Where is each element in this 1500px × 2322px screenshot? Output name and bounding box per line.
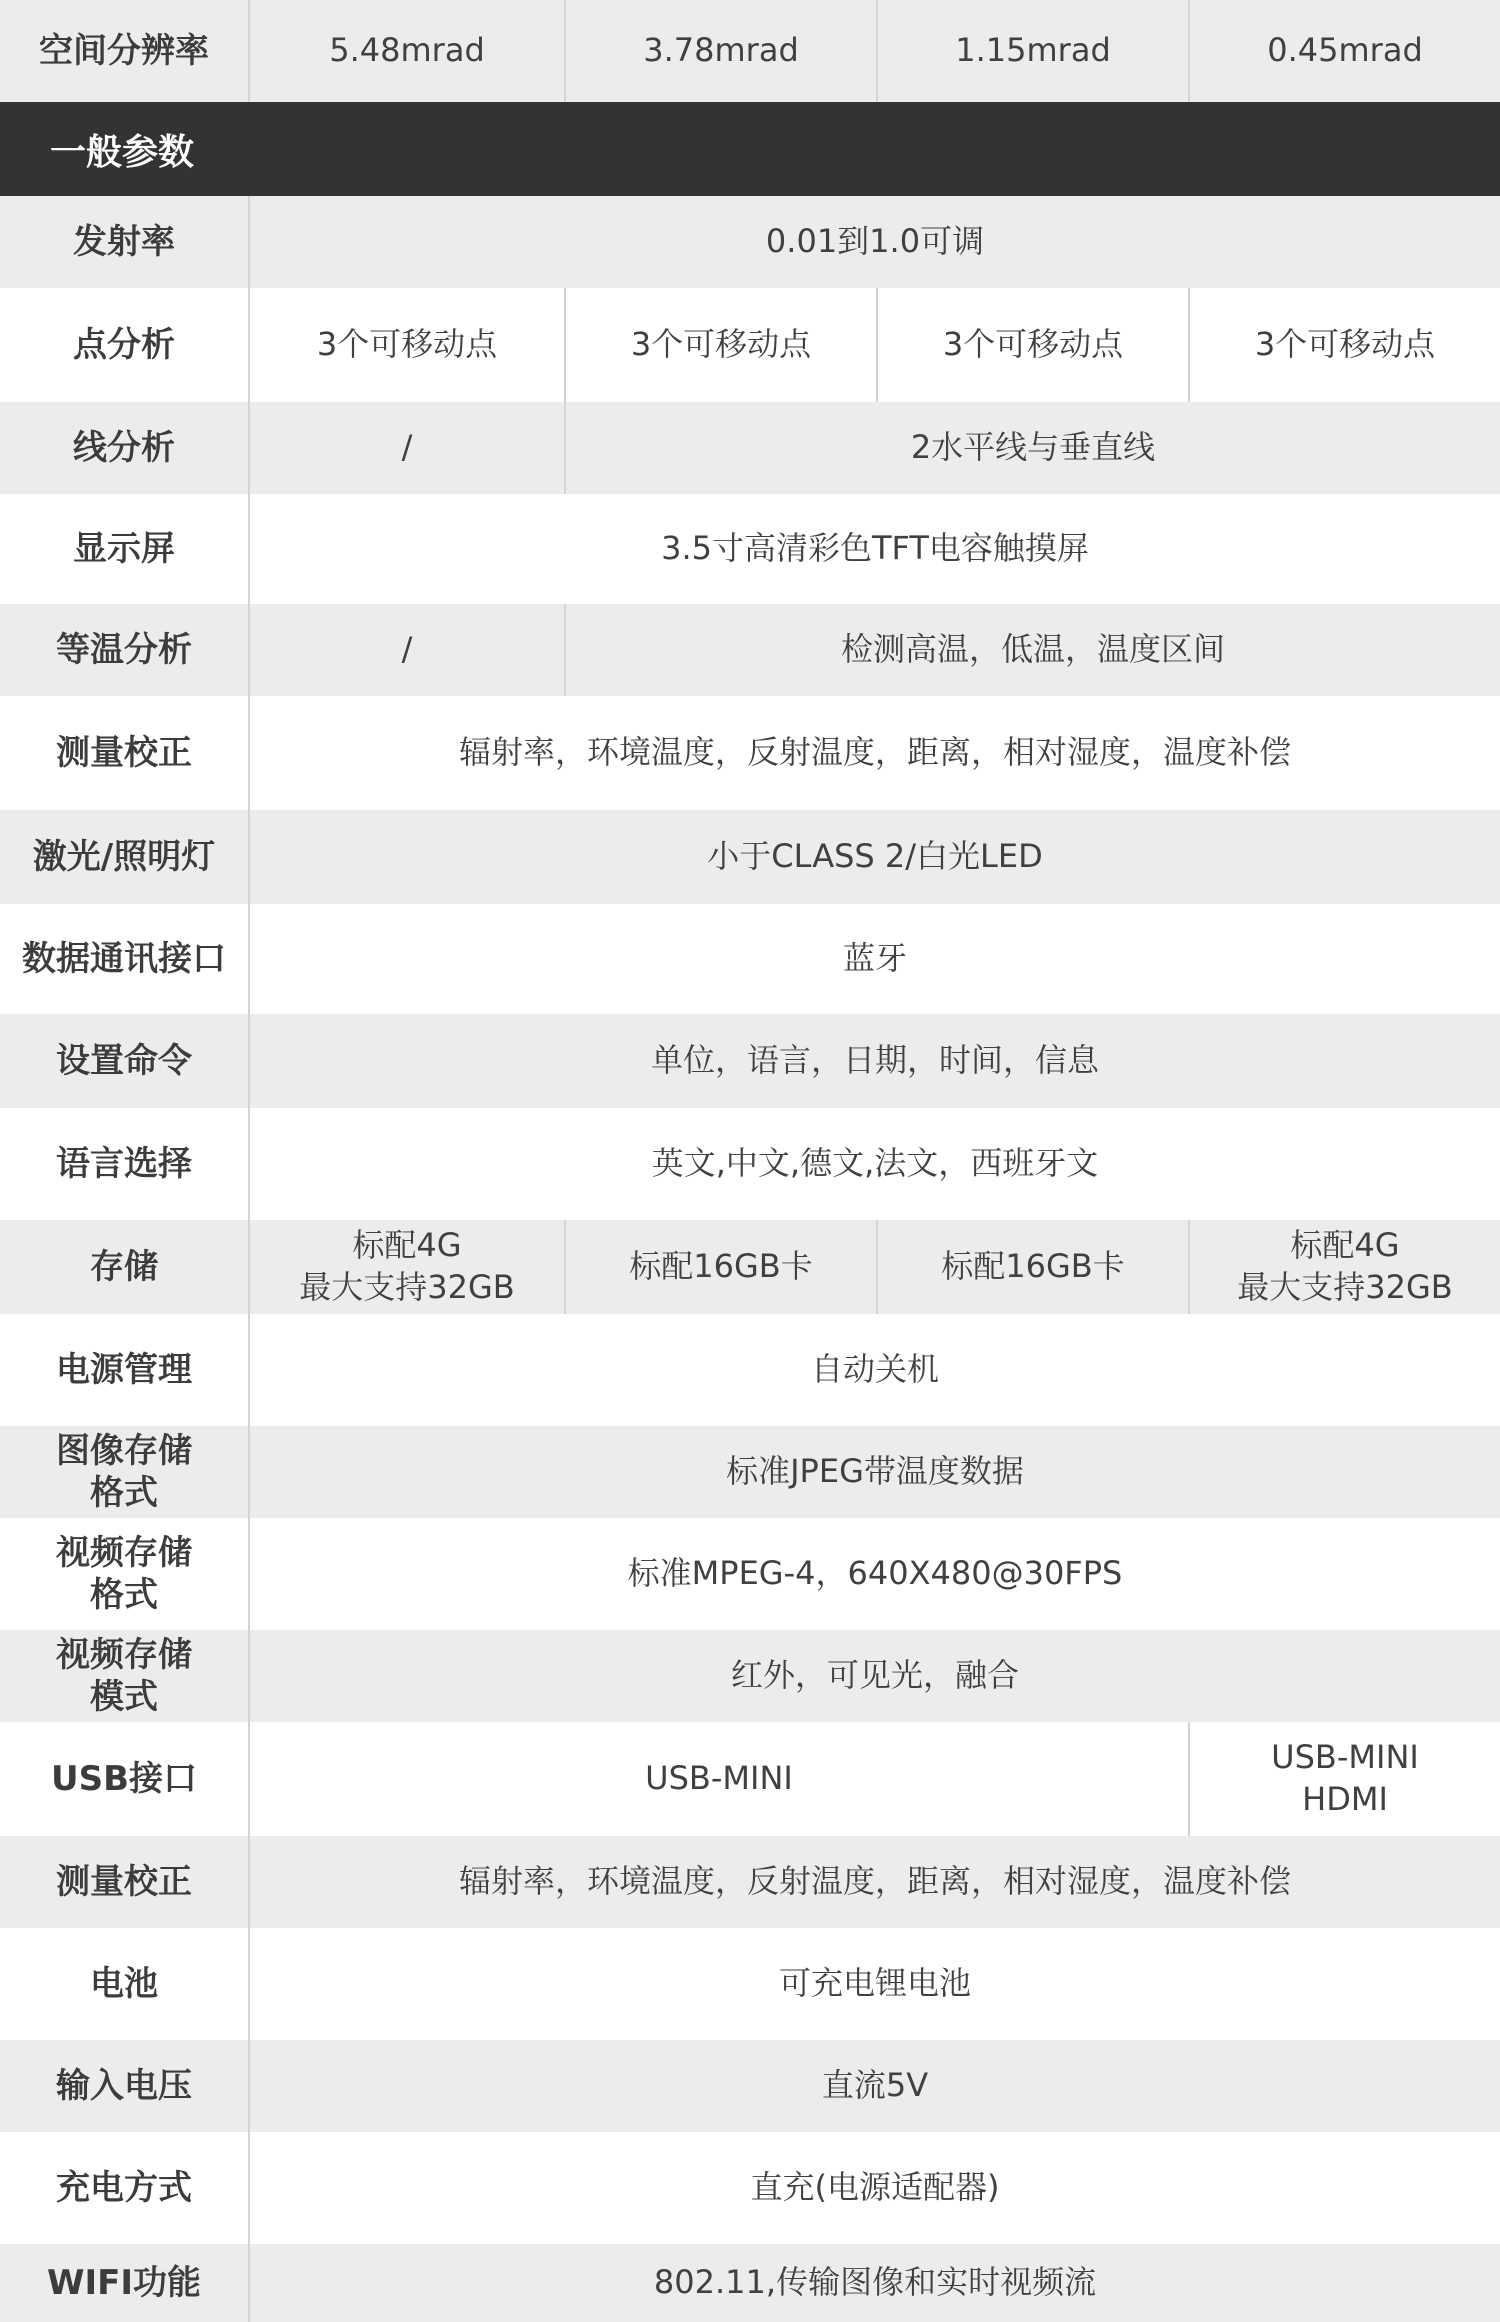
spec-row — [0, 288, 1500, 402]
spec-label: 充电方式 — [0, 2132, 250, 2244]
spec-label: 测量校正 — [0, 1836, 250, 1928]
spec-row — [0, 1220, 1500, 1314]
spec-value: 3.78mrad — [564, 0, 876, 102]
spec-row — [0, 402, 1500, 494]
spec-value: 可充电锂电池 — [778, 1964, 971, 2003]
spec-value: 红外，可见光，融合 — [730, 1656, 1019, 1695]
spec-value: 标配16GB卡 — [564, 1220, 876, 1314]
spec-label: 激光/照明灯 — [0, 810, 250, 904]
spec-label: 测量校正 — [0, 696, 250, 810]
spec-row — [0, 2132, 1500, 2244]
spec-row — [0, 696, 1500, 810]
spec-value: 标配4G 最大支持32GB — [1188, 1220, 1500, 1314]
spec-value: / — [401, 630, 413, 669]
spec-row — [0, 810, 1500, 904]
spec-row — [0, 2040, 1500, 2132]
spec-label: 电源管理 — [0, 1314, 250, 1426]
spec-value: 单位，语言，日期，时间，信息 — [650, 1041, 1099, 1080]
spec-value: 3个可移动点 — [876, 288, 1188, 402]
spec-label: 视频存储 模式 — [0, 1630, 250, 1722]
spec-value: 2水平线与垂直线 — [564, 402, 1500, 494]
spec-value: 标准JPEG带温度数据 — [726, 1452, 1024, 1491]
spec-value: 0.01到1.0可调 — [765, 222, 985, 261]
spec-value: 标配16GB卡 — [876, 1220, 1188, 1314]
spec-value: 直充(电源适配器) — [750, 2168, 1000, 2207]
spec-row — [0, 1630, 1500, 1722]
spec-value: 辐射率，环境温度，反射温度，距离，相对湿度，温度补偿 — [458, 1862, 1291, 1901]
section-header-general-params — [0, 102, 1500, 196]
spec-value: 802.11,传输图像和实时视频流 — [653, 2263, 1097, 2302]
spec-value: 1.15mrad — [876, 0, 1188, 102]
spec-value: USB-MINI HDMI — [1188, 1722, 1500, 1836]
spec-value: 直流5V — [821, 2066, 929, 2105]
spec-label: 显示屏 — [0, 494, 250, 604]
spec-row — [0, 604, 1500, 696]
spec-value: 3个可移动点 — [1188, 288, 1500, 402]
spec-label: 点分析 — [0, 288, 250, 402]
spec-value: 小于CLASS 2/白光LED — [707, 837, 1043, 876]
spec-label: 语言选择 — [0, 1108, 250, 1220]
spec-label: 发射率 — [0, 196, 250, 288]
spec-row — [0, 1518, 1500, 1630]
spec-value: 标准MPEG-4，640X480@30FPS — [627, 1554, 1123, 1593]
spec-row — [0, 1836, 1500, 1928]
spec-row — [0, 1426, 1500, 1518]
spec-row — [0, 1928, 1500, 2040]
spec-value: 蓝牙 — [842, 939, 907, 978]
spec-row — [0, 1314, 1500, 1426]
spec-row — [0, 1722, 1500, 1836]
spec-row — [0, 196, 1500, 288]
spec-label: 输入电压 — [0, 2040, 250, 2132]
section-title: 一般参数 — [50, 131, 195, 173]
spec-label: 空间分辨率 — [0, 0, 250, 102]
spec-value: 自动关机 — [810, 1350, 939, 1389]
spec-value: 3个可移动点 — [564, 288, 876, 402]
spec-value: 检测高温，低温，温度区间 — [564, 604, 1500, 696]
spec-label: 等温分析 — [0, 604, 250, 696]
spec-label: 设置命令 — [0, 1014, 250, 1108]
spec-label: WIFI功能 — [0, 2244, 250, 2322]
spec-label: 视频存储 格式 — [0, 1518, 250, 1630]
spec-value: 0.45mrad — [1188, 0, 1500, 102]
spec-label: USB接口 — [0, 1722, 250, 1836]
spec-value: 英文,中文,德文,法文，西班牙文 — [651, 1144, 1099, 1183]
spec-row — [0, 1108, 1500, 1220]
spec-value: 3.5寸高清彩色TFT电容触摸屏 — [661, 529, 1089, 568]
spec-row — [0, 1014, 1500, 1108]
spec-value: USB-MINI — [645, 1759, 793, 1798]
spec-value: 5.48mrad — [329, 31, 485, 70]
spec-value: / — [401, 428, 413, 467]
spec-label: 数据通讯接口 — [0, 904, 250, 1014]
spec-label: 电池 — [0, 1928, 250, 2040]
spec-label: 线分析 — [0, 402, 250, 494]
spec-row — [0, 2244, 1500, 2322]
spec-value: 辐射率，环境温度，反射温度，距离，相对湿度，温度补偿 — [458, 733, 1291, 772]
spec-value: 3个可移动点 — [316, 325, 498, 364]
spec-label: 图像存储 格式 — [0, 1426, 250, 1518]
spec-row — [0, 0, 1500, 102]
spec-row — [0, 494, 1500, 604]
spec-value: 标配4G 最大支持32GB — [299, 1226, 515, 1306]
spec-label: 存储 — [0, 1220, 250, 1314]
spec-row — [0, 904, 1500, 1014]
